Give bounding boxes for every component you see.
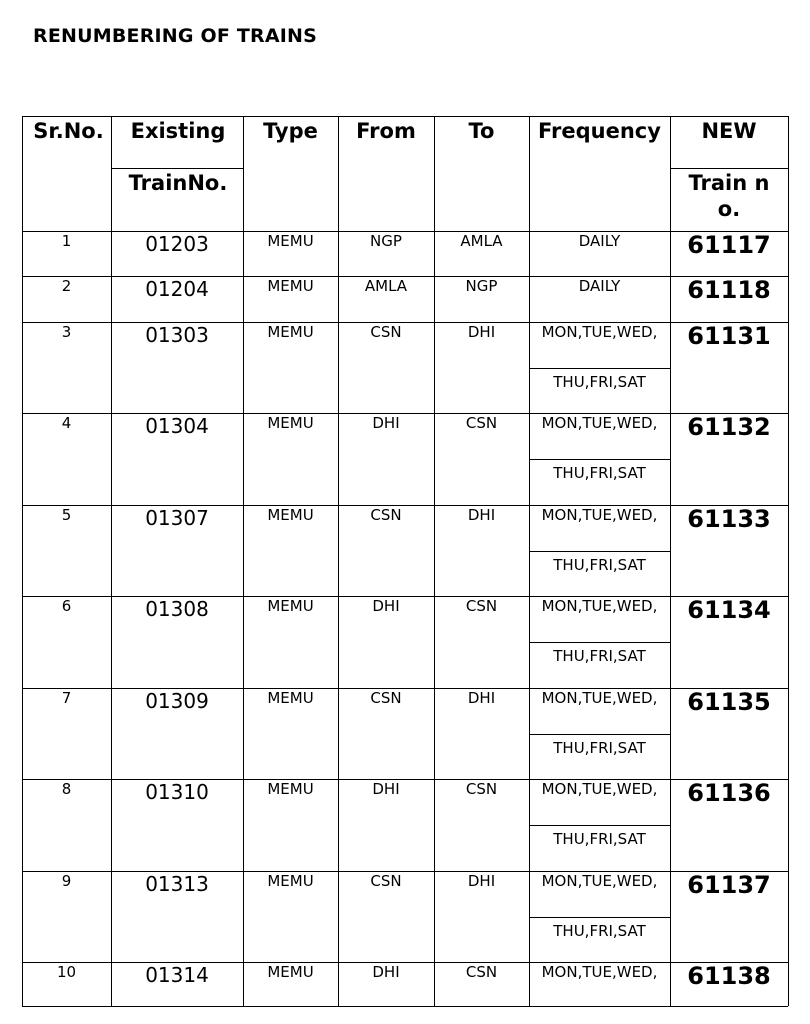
to-cell: DHI: [467, 690, 496, 707]
existing-train-no-cell: 01309: [145, 690, 209, 713]
from-cell: CSN: [370, 873, 402, 890]
new-train-no-cell: 61136: [687, 780, 771, 807]
sr-no-cell: 7: [61, 690, 72, 707]
existing-train-no-cell: 01313: [145, 873, 209, 896]
type-cell: MEMU: [267, 324, 314, 341]
new-train-no-cell: 61137: [687, 872, 771, 899]
existing-train-no-cell: 01310: [145, 781, 209, 804]
new-train-no-cell: 61134: [687, 597, 771, 624]
header-existing: Existing: [130, 119, 226, 143]
existing-train-no-cell: 01307: [145, 507, 209, 530]
from-cell: AMLA: [364, 278, 408, 295]
sr-no-cell: 1: [61, 233, 72, 250]
header-new: NEW: [701, 119, 757, 143]
type-cell: MEMU: [267, 964, 314, 981]
to-cell: CSN: [465, 598, 498, 615]
header-sr-no: Sr.No.: [33, 119, 104, 143]
frequency-cell: DAILY: [578, 278, 621, 295]
to-cell: CSN: [465, 415, 498, 432]
existing-train-no-cell: 01303: [145, 324, 209, 347]
type-cell: MEMU: [267, 507, 314, 524]
type-cell: MEMU: [267, 690, 314, 707]
frequency-cell-continued: THU,FRI,SAT: [553, 648, 646, 665]
header-new-train-no: Train no.: [688, 171, 770, 222]
frequency-cell-continued: THU,FRI,SAT: [553, 923, 646, 940]
new-train-no-cell: 61138: [687, 963, 771, 990]
from-cell: CSN: [370, 507, 402, 524]
from-cell: CSN: [370, 324, 402, 341]
from-cell: DHI: [372, 781, 400, 798]
from-cell: DHI: [372, 964, 400, 981]
new-train-no-cell: 61118: [687, 277, 771, 304]
existing-train-no-cell: 01204: [145, 278, 209, 301]
header-from: From: [356, 119, 416, 143]
header-frequency: Frequency: [538, 119, 661, 143]
sr-no-cell: 6: [61, 598, 72, 615]
sr-no-cell: 9: [61, 873, 72, 890]
from-cell: CSN: [370, 690, 402, 707]
new-train-no-cell: 61132: [687, 414, 771, 441]
header-type: Type: [263, 119, 318, 143]
new-train-no-cell: 61131: [687, 323, 771, 350]
from-cell: DHI: [372, 415, 400, 432]
type-cell: MEMU: [267, 598, 314, 615]
document-title: RENUMBERING OF TRAINS: [33, 25, 318, 47]
frequency-cell-continued: THU,FRI,SAT: [553, 374, 646, 391]
type-cell: MEMU: [267, 415, 314, 432]
sr-no-cell: 3: [61, 324, 72, 341]
from-cell: NGP: [370, 233, 402, 250]
sr-no-cell: 2: [61, 278, 72, 295]
existing-train-no-cell: 01304: [145, 415, 209, 438]
to-cell: AMLA: [460, 233, 503, 250]
type-cell: MEMU: [267, 873, 314, 890]
frequency-cell: MON,TUE,WED,: [541, 598, 658, 615]
frequency-cell: MON,TUE,WED,: [541, 873, 658, 890]
new-train-no-cell: 61133: [687, 506, 771, 533]
to-cell: CSN: [465, 781, 498, 798]
type-cell: MEMU: [267, 781, 314, 798]
to-cell: DHI: [467, 507, 496, 524]
frequency-cell-continued: THU,FRI,SAT: [553, 740, 646, 757]
header-train-no: TrainNo.: [128, 171, 228, 195]
to-cell: CSN: [465, 964, 498, 981]
frequency-cell: MON,TUE,WED,: [541, 507, 658, 524]
frequency-cell: MON,TUE,WED,: [541, 964, 658, 981]
frequency-cell: MON,TUE,WED,: [541, 690, 658, 707]
from-cell: DHI: [372, 598, 400, 615]
sr-no-cell: 10: [56, 964, 77, 981]
frequency-cell: MON,TUE,WED,: [541, 415, 658, 432]
existing-train-no-cell: 01203: [145, 233, 209, 256]
to-cell: NGP: [465, 278, 498, 295]
frequency-cell: MON,TUE,WED,: [541, 324, 658, 341]
type-cell: MEMU: [267, 233, 314, 250]
to-cell: DHI: [467, 873, 496, 890]
sr-no-cell: 5: [61, 507, 72, 524]
frequency-cell-continued: THU,FRI,SAT: [553, 831, 646, 848]
new-train-no-cell: 61135: [687, 689, 771, 716]
frequency-cell: DAILY: [578, 233, 621, 250]
frequency-cell-continued: THU,FRI,SAT: [553, 557, 646, 574]
new-train-no-cell: 61117: [687, 232, 771, 259]
frequency-cell: MON,TUE,WED,: [541, 781, 658, 798]
header-to: To: [468, 119, 495, 143]
sr-no-cell: 8: [61, 781, 72, 798]
existing-train-no-cell: 01314: [145, 964, 209, 987]
to-cell: DHI: [467, 324, 496, 341]
frequency-cell-continued: THU,FRI,SAT: [553, 465, 646, 482]
sr-no-cell: 4: [61, 415, 72, 432]
existing-train-no-cell: 01308: [145, 598, 209, 621]
type-cell: MEMU: [267, 278, 314, 295]
